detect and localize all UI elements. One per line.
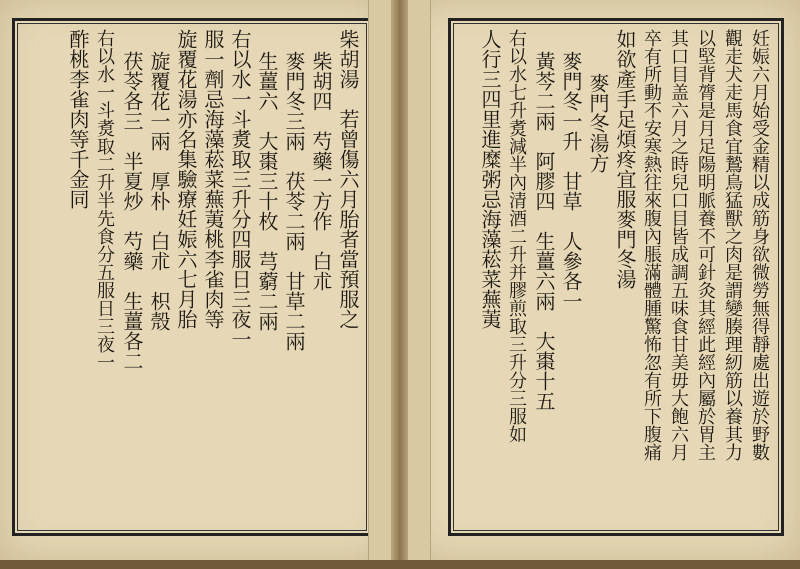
- text-column: 卒有所動不安寒熱往來腹內脹滿體腫驚怖忽有所下腹痛: [641, 29, 662, 461]
- text-column: 茯苓各三 半夏炒 芍藥 生薑各二: [120, 51, 144, 371]
- text-column: 右以水一斗煑取三升分四服日三夜一: [228, 29, 252, 349]
- text-column: 右以水一斗煑取二升半先食分五服日三夜一: [94, 29, 115, 371]
- text-column: 黃芩二兩 阿膠四 生薑六兩 大棗十五: [532, 51, 556, 411]
- left-text-columns: [23, 29, 361, 525]
- text-column: 酢桃李雀肉等千金同: [66, 29, 90, 209]
- text-column: 其口目盖六月之時兒口目皆成調五味食甘美毋大飽六月: [668, 29, 689, 461]
- text-column: 觀走犬走馬食宜鷙鳥猛獸之肉是謂變腠理紉筋以養其力: [722, 29, 743, 461]
- text-column: 如欲產手足煩疼宜服麥門冬湯: [613, 29, 637, 289]
- text-column: 以堅背膂是月足陽明脈養不可針灸其經此經內屬於胃主: [695, 29, 716, 461]
- text-column: 旋覆花湯亦名集驗療妊娠六七月胎: [174, 29, 198, 329]
- text-column: 旋覆花一兩 厚朴 白朮 枳殼: [147, 51, 171, 331]
- text-column: 妊娠六月始受金精以成筋身欲微勞無得靜處出遊於野數: [749, 29, 770, 461]
- text-column: 麥門冬一升 甘草 人參各一: [559, 51, 583, 311]
- left-page-fore-edge: [368, 0, 392, 560]
- text-column: 柴胡湯 若曾傷六月胎者當預服之: [336, 29, 360, 329]
- book-gutter: [392, 0, 408, 560]
- text-column: 服一劑忌海藻菘菜蕪荑桃李雀肉等: [201, 29, 225, 329]
- text-column: 麥門冬湯方: [586, 73, 610, 173]
- right-page: [408, 0, 800, 560]
- text-column: 柴胡四 芍藥一方作 白朮: [309, 51, 333, 291]
- left-page-frame: [12, 18, 372, 536]
- text-column: 右以水七升煑減半內清酒二升并膠煎取三升分三服如: [506, 29, 527, 443]
- text-column: 人行三四里進糜粥忌海藻菘菜蕪荑: [478, 29, 502, 329]
- right-page-frame: [448, 18, 784, 536]
- right-text-columns: [459, 29, 773, 525]
- text-column: 生薑六 大棗三十枚 芎藭二兩: [255, 51, 279, 331]
- text-column: 麥門冬三兩 茯苓二兩 甘草二兩: [282, 51, 306, 351]
- right-page-fore-edge: [408, 0, 431, 560]
- left-page: [0, 0, 392, 560]
